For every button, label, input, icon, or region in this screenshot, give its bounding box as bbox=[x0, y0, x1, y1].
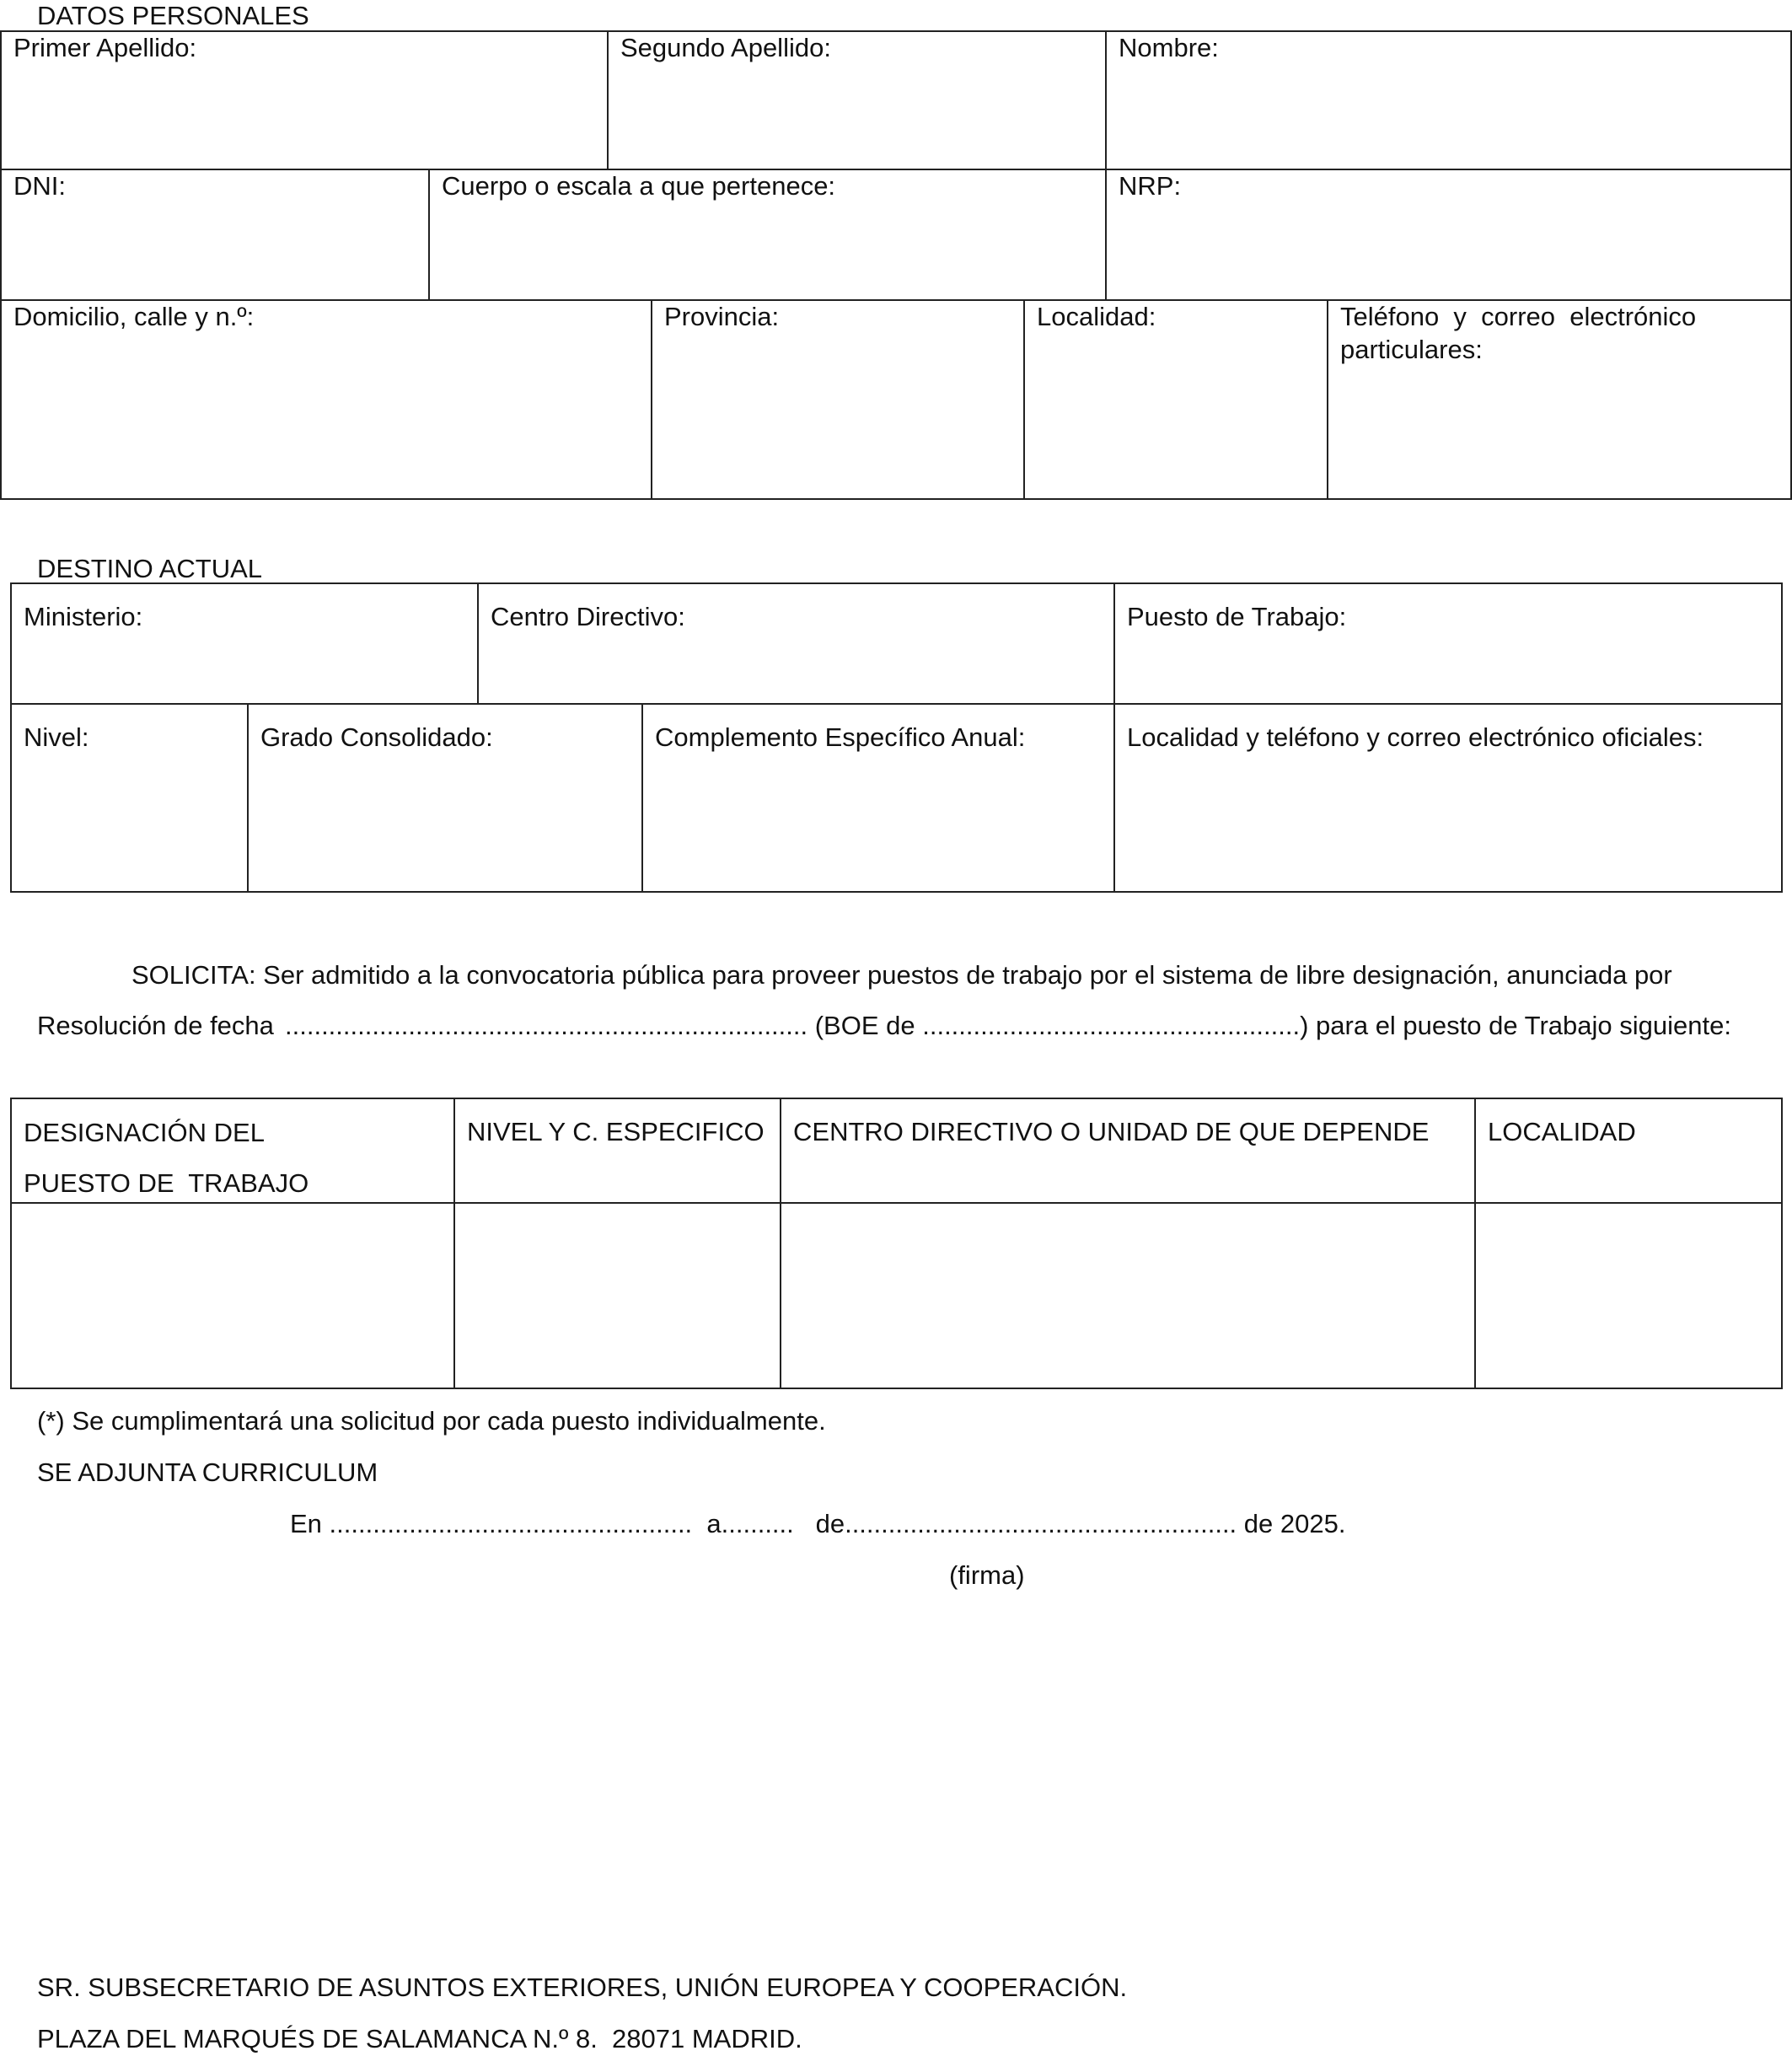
provincia-label: Provincia: bbox=[664, 302, 780, 331]
destino-actual-title: DESTINO ACTUAL bbox=[37, 554, 262, 583]
primer-apellido-label: Primer Apellido: bbox=[13, 33, 197, 62]
complemento-field[interactable] bbox=[643, 705, 1115, 891]
destino-actual-table bbox=[10, 582, 1783, 893]
fecha-linea[interactable]: En .................................................. a.......... de...................................................... de 2025. bbox=[290, 1509, 1346, 1538]
resolucion-fecha-line[interactable]: ........................................................................ (BOE de ....................................................) para el puesto de Trabajo siguiente: bbox=[285, 1011, 1731, 1040]
complemento-label: Complemento Específico Anual: bbox=[655, 722, 1026, 752]
grado-consolidado-label: Grado Consolidado: bbox=[260, 722, 493, 752]
datos-personales-title: DATOS PERSONALES bbox=[37, 1, 309, 30]
ministerio-label: Ministerio: bbox=[24, 602, 143, 631]
nivel-especifico-header bbox=[455, 1099, 781, 1204]
firma-label: (firma) bbox=[949, 1560, 1025, 1590]
ministerio-field[interactable] bbox=[12, 584, 479, 705]
domicilio-label: Domicilio, calle y n.º: bbox=[13, 302, 255, 331]
designacion-header-line2: PUESTO DE TRABAJO bbox=[24, 1168, 309, 1198]
localidad-oficiales-field[interactable] bbox=[1115, 705, 1781, 891]
localidad-header-label: LOCALIDAD bbox=[1488, 1117, 1636, 1146]
nivel-especifico-input[interactable] bbox=[455, 1204, 781, 1388]
destinatario: SR. SUBSECRETARIO DE ASUNTOS EXTERIORES, UNIÓN EUROPEA Y COOPERACIÓN. bbox=[37, 1973, 1128, 2002]
resolucion-label: Resolución de fecha bbox=[37, 1011, 274, 1040]
nrp-field[interactable] bbox=[1107, 170, 1790, 301]
designacion-header-line1: DESIGNACIÓN DEL bbox=[24, 1118, 265, 1147]
centro-directivo-input[interactable] bbox=[781, 1204, 1476, 1388]
localidad-input[interactable] bbox=[1476, 1204, 1781, 1388]
telefono-label-line1: Teléfono y correo electrónico bbox=[1340, 302, 1697, 331]
puesto-trabajo-label: Puesto de Trabajo: bbox=[1127, 602, 1347, 631]
puesto-trabajo-field[interactable] bbox=[1115, 584, 1781, 705]
direccion: PLAZA DEL MARQUÉS DE SALAMANCA N.º 8. 28071 MADRID. bbox=[37, 2024, 802, 2053]
nivel-especifico-header-label: NIVEL Y C. ESPECIFICO bbox=[467, 1117, 765, 1146]
nombre-label: Nombre: bbox=[1119, 33, 1219, 62]
adjunta-curriculum: SE ADJUNTA CURRICULUM bbox=[37, 1457, 378, 1487]
centro-directivo-field[interactable] bbox=[479, 584, 1115, 705]
centro-directivo-header bbox=[781, 1099, 1476, 1204]
datos-personales-table bbox=[0, 30, 1792, 500]
nrp-label: NRP: bbox=[1119, 171, 1182, 201]
cuerpo-escala-label: Cuerpo o escala a que pertenece: bbox=[442, 171, 836, 201]
solicita-line1: SOLICITA: Ser admitido a la convocatoria pública para proveer puestos de trabajo por el sistema de libre designación, anunciada por bbox=[131, 960, 1672, 990]
designacion-header bbox=[12, 1099, 455, 1204]
nombre-field[interactable] bbox=[1107, 32, 1790, 170]
telefono-particular-field[interactable] bbox=[1328, 301, 1790, 498]
localidad-header bbox=[1476, 1099, 1781, 1204]
designacion-input[interactable] bbox=[12, 1204, 455, 1388]
localidad-field[interactable] bbox=[1025, 301, 1328, 498]
segundo-apellido-field[interactable] bbox=[609, 32, 1107, 170]
nivel-label: Nivel: bbox=[24, 722, 89, 752]
dni-field[interactable] bbox=[2, 170, 430, 301]
nota-solicitud: (*) Se cumplimentará una solicitud por cada puesto individualmente. bbox=[37, 1406, 826, 1436]
segundo-apellido-label: Segundo Apellido: bbox=[620, 33, 831, 62]
provincia-field[interactable] bbox=[652, 301, 1025, 498]
centro-directivo-label: Centro Directivo: bbox=[491, 602, 685, 631]
puesto-solicitado-table bbox=[10, 1098, 1783, 1389]
localidad-oficiales-label: Localidad y teléfono y correo electrónico oficiales: bbox=[1127, 722, 1704, 752]
localidad-label: Localidad: bbox=[1037, 302, 1156, 331]
primer-apellido-field[interactable] bbox=[2, 32, 609, 170]
cuerpo-escala-field[interactable] bbox=[430, 170, 1107, 301]
nivel-field[interactable] bbox=[12, 705, 249, 891]
grado-consolidado-field[interactable] bbox=[249, 705, 643, 891]
centro-directivo-header-label: CENTRO DIRECTIVO O UNIDAD DE QUE DEPENDE bbox=[793, 1117, 1430, 1146]
telefono-label-line2: particulares: bbox=[1340, 334, 1483, 364]
domicilio-field[interactable] bbox=[2, 301, 652, 498]
dni-label: DNI: bbox=[13, 171, 66, 201]
